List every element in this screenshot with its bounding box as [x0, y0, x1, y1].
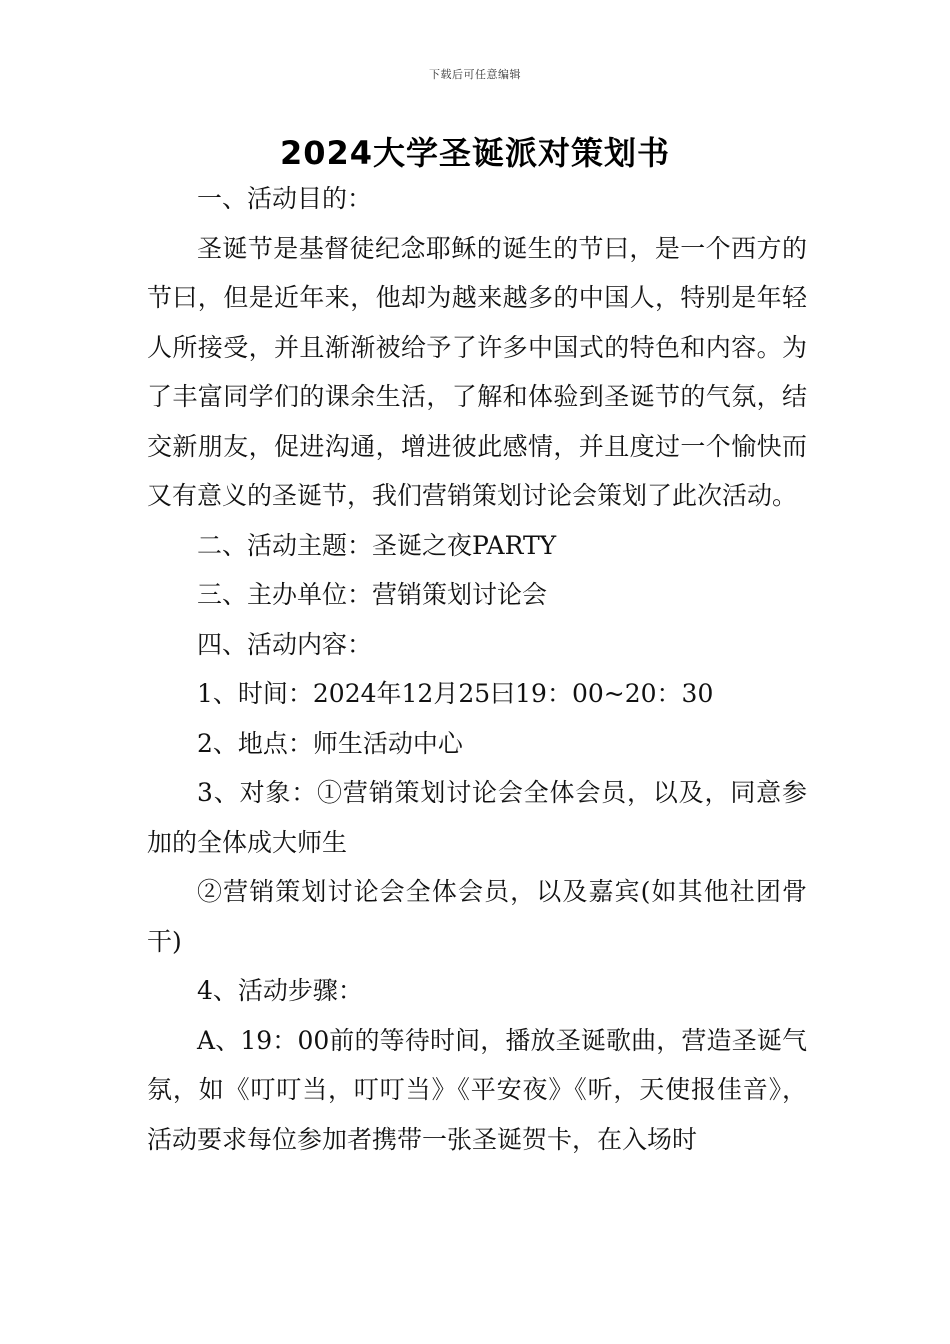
- list-item-audience-2: ②营销策划讨论会全体会员，以及嘉宾(如其他社团骨干): [147, 877, 807, 956]
- list-item-location: 2、地点：师生活动中心: [197, 728, 463, 758]
- section-heading-theme: 二、活动主题：圣诞之夜PARTY: [197, 530, 557, 560]
- section-heading-organizer: 三、主办单位：营销策划讨论会: [197, 580, 548, 609]
- header-note: 下载后可任意编辑: [429, 68, 521, 81]
- section-heading-content: 四、活动内容：: [197, 629, 373, 659]
- list-item-time: 1、时间：2024年12月25曰19：00~20：30: [197, 679, 714, 708]
- document-title: 2024大学圣诞派对策划书: [279, 134, 671, 172]
- list-item-audience: 3、对象：①营销策划讨论会全体会员，以及，同意参加的全体成大师生: [147, 778, 807, 857]
- paragraph-step-a: A、19：00前的等待时间，播放圣诞歌曲，营造圣诞气氛，如《叮叮当，叮叮当》《平安夜》《听，天使报佳音》，活动要求每位参加者携带一张圣诞贺卡，在入场时: [147, 1025, 807, 1154]
- list-item-steps: 4、活动步骤：: [197, 976, 363, 1005]
- paragraph-purpose: 圣诞节是基督徒纪念耶稣的诞生的节曰，是一个西方的节曰，但是近年来，他却为越来越多的中国人，特别是年轻人所接受，并且渐渐被给予了许多中国式的特色和内容。为了丰富同学们的课余生活，了解和体验到圣诞节的气氛，结交新朋友，促进沟通，增进彼此感情，并且度过一个愉快而又有意义的圣诞节，我们营销策划讨论会策划了此次活动。: [147, 233, 807, 510]
- document-body: [147, 174, 807, 1164]
- section-heading-purpose: 一、活动目的：: [197, 184, 373, 213]
